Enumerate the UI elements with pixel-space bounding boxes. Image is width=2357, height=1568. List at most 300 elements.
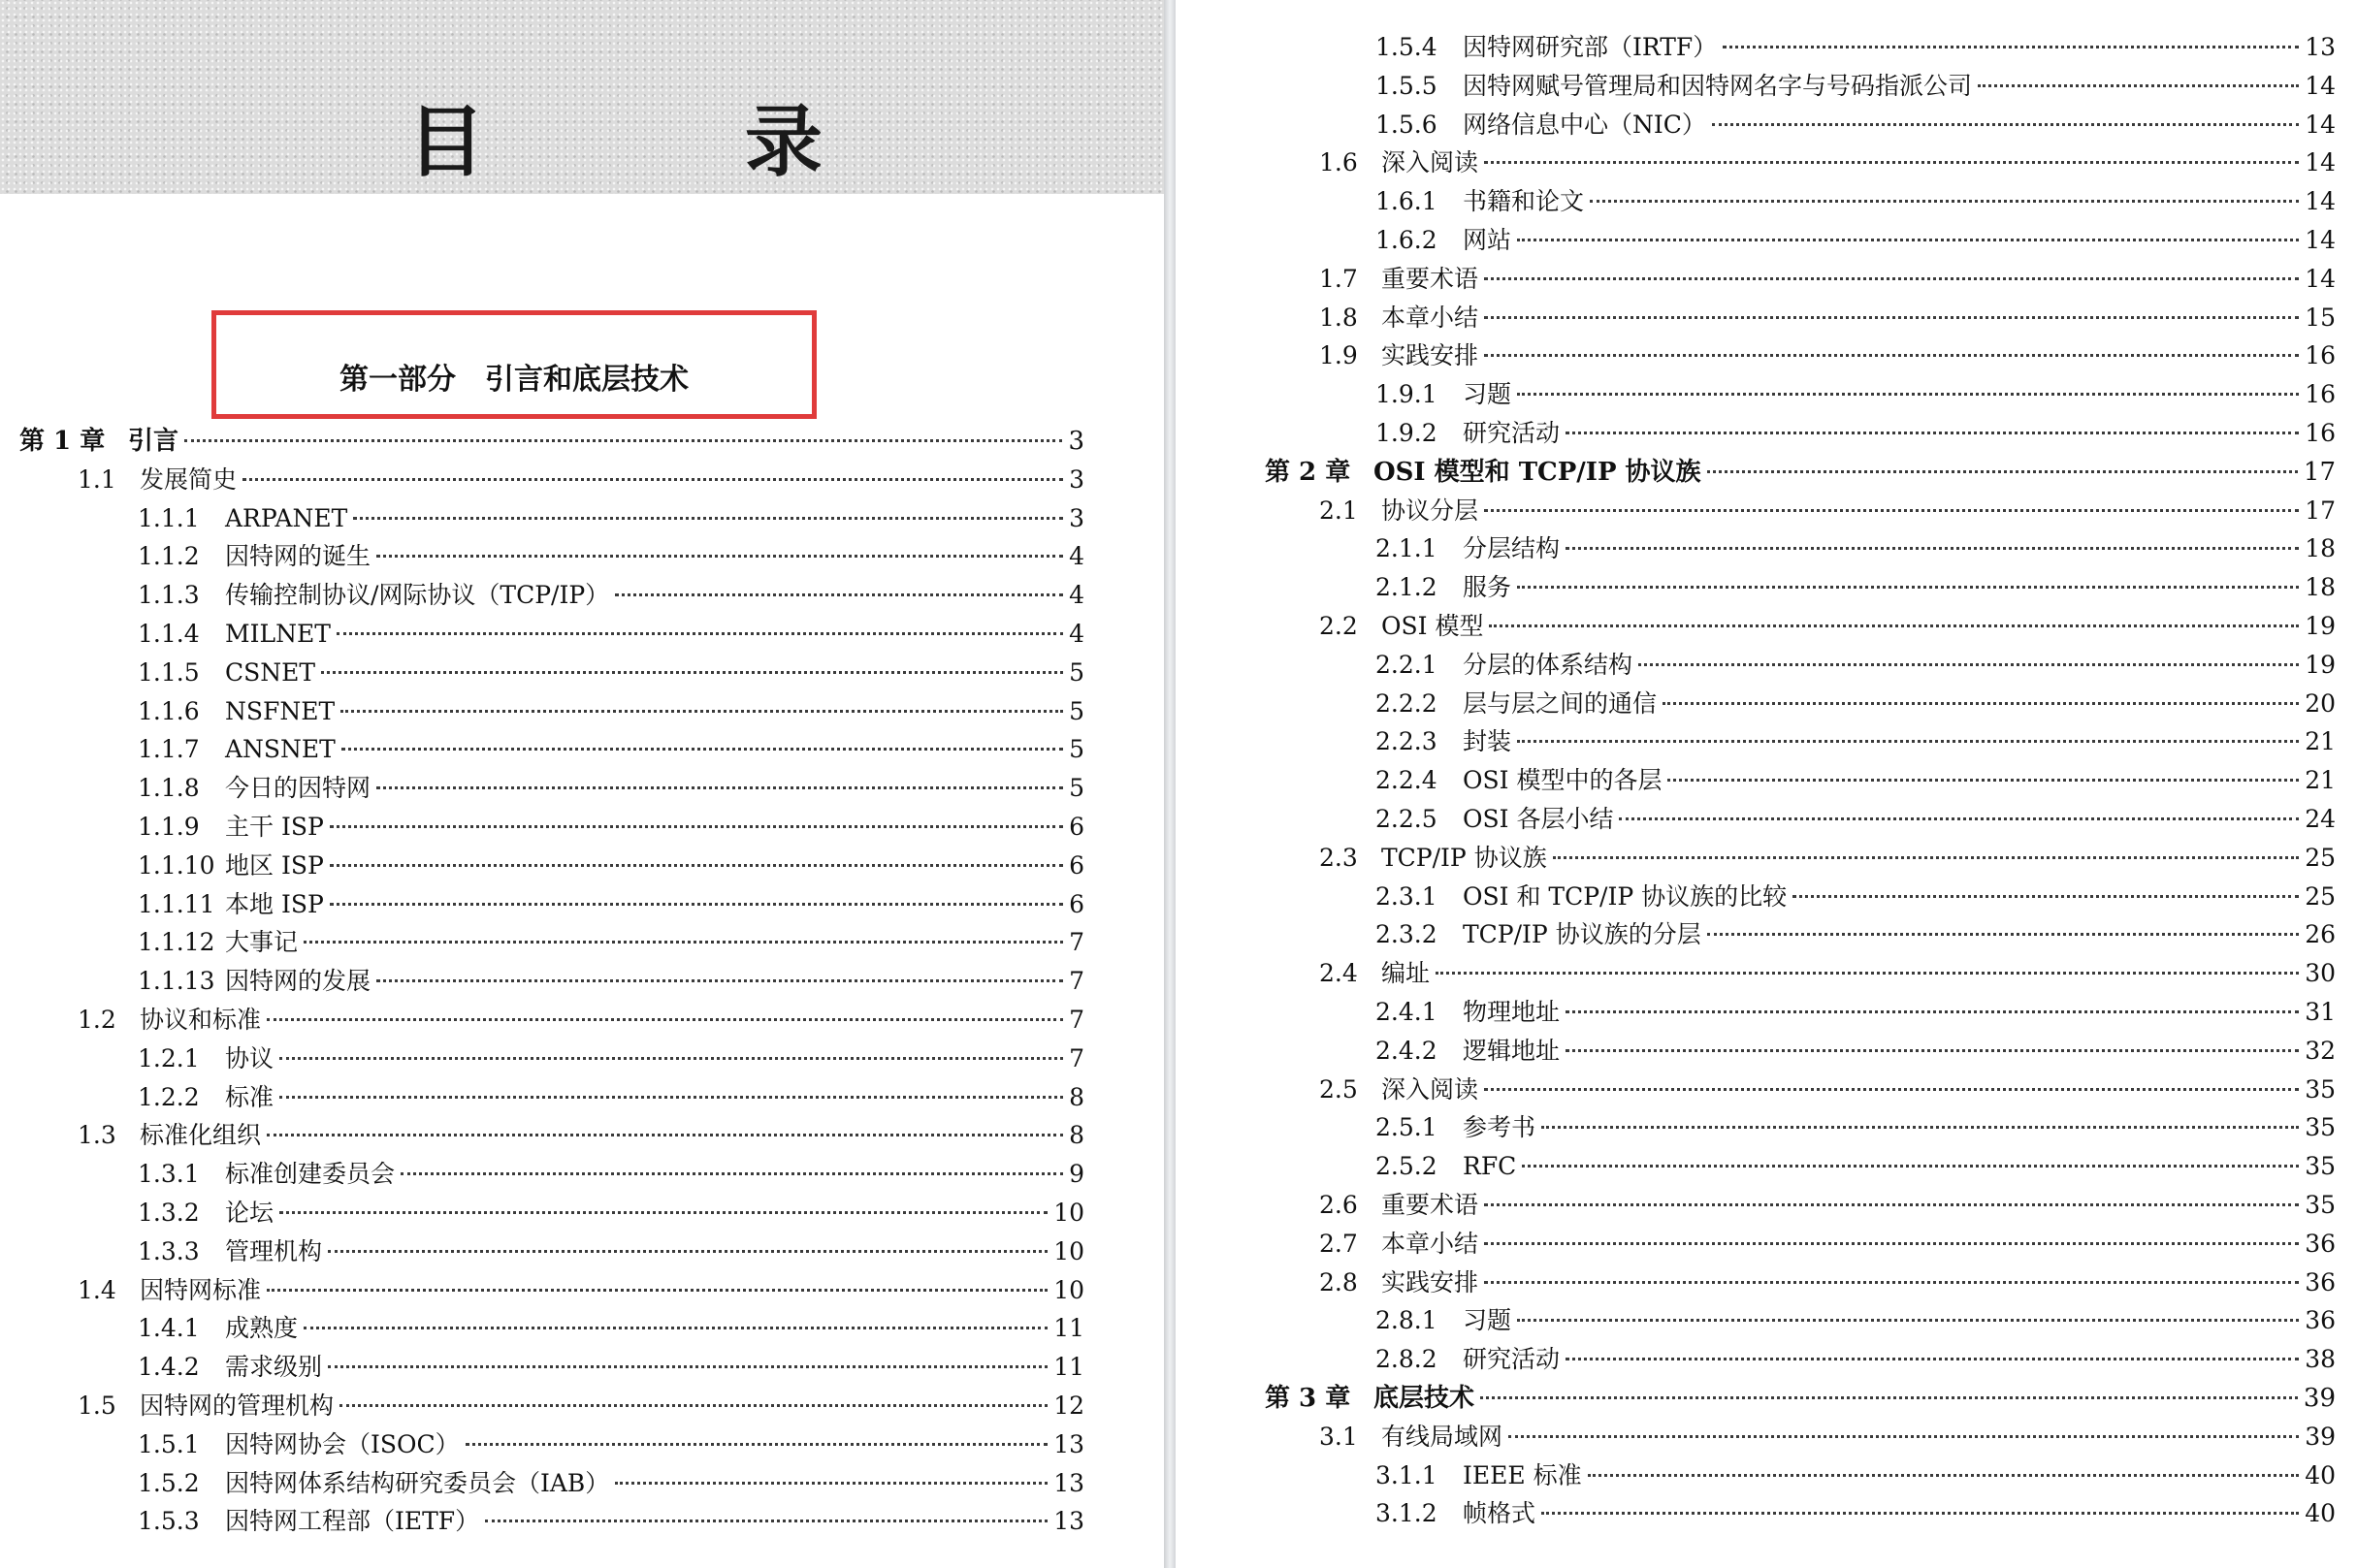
toc-title-text: 有线局域网 <box>1381 1422 1503 1451</box>
toc-number: 第 2 章 <box>1265 457 1351 487</box>
dot-leader <box>1517 740 2299 743</box>
dot-leader <box>279 1096 1063 1099</box>
dot-leader <box>1566 1358 2299 1360</box>
toc-page-number: 21 <box>2305 766 2336 795</box>
toc-entry <box>1375 1111 2336 1144</box>
toc-entry <box>1319 339 2336 372</box>
toc-entry <box>1319 1266 2336 1299</box>
toc-title-text: 因特网标准 <box>140 1275 262 1304</box>
toc-number: 2.8 <box>1319 1267 1358 1296</box>
dot-leader <box>304 941 1063 944</box>
toc-page-number: 19 <box>2305 650 2336 679</box>
dot-leader <box>1553 856 2299 859</box>
toc-page-number: 36 <box>2305 1229 2336 1258</box>
toc-title-text: IEEE 标准 <box>1463 1460 1582 1489</box>
toc-title-text: 参考书 <box>1463 1113 1536 1142</box>
toc-number: 2.7 <box>1319 1229 1358 1258</box>
toc-entry <box>1375 764 2336 797</box>
toc-title-text: 大事记 <box>225 928 299 957</box>
toc-number: 2.4 <box>1319 959 1358 988</box>
toc-page-number: 19 <box>2305 612 2336 640</box>
toc-page-number: 14 <box>2305 264 2336 293</box>
toc-number: 2.5.1 <box>1375 1113 1437 1142</box>
toc-entry <box>138 926 1084 959</box>
toc-entry <box>78 1274 1084 1307</box>
toc-number: 2.2.2 <box>1375 688 1437 718</box>
toc-number: 1.7 <box>1319 264 1358 293</box>
toc-page-number: 18 <box>2305 573 2336 602</box>
toc-page-number: 40 <box>2305 1499 2336 1528</box>
toc-entry <box>1319 263 2336 296</box>
toc-number: 1.9 <box>1319 341 1358 370</box>
toc-number: 2.8.1 <box>1375 1306 1437 1335</box>
toc-title-text: 分层结构 <box>1463 534 1561 563</box>
dot-leader <box>1588 1474 2300 1477</box>
toc-page-number: 17 <box>2305 496 2336 525</box>
toc-title-text: 重要术语 <box>1381 264 1479 293</box>
toc-entry <box>1375 571 2336 604</box>
toc-number: 2.2.5 <box>1375 805 1437 833</box>
toc-page-number: 17 <box>2303 457 2336 487</box>
toc-entry <box>1319 1228 2336 1261</box>
toc-entry <box>138 1467 1084 1500</box>
toc-entry <box>138 618 1084 651</box>
dot-leader <box>1484 161 2299 164</box>
toc-number: 1.1.4 <box>138 620 200 648</box>
toc-page-number: 38 <box>2305 1345 2336 1374</box>
toc-entry <box>1375 1497 2336 1530</box>
toc-title-text: 网站 <box>1463 226 1512 254</box>
toc-chapter <box>19 425 1084 458</box>
toc-page-number: 13 <box>2305 33 2336 61</box>
toc-page-number: 16 <box>2305 341 2336 370</box>
toc-title-text: 因特网研究部（IRTF） <box>1463 33 1718 61</box>
toc-title-text: OSI 模型 <box>1381 612 1484 640</box>
toc-page-number: 25 <box>2305 881 2336 911</box>
dot-leader <box>1723 46 2299 48</box>
dot-leader <box>1619 817 2299 820</box>
toc-page-number: 8 <box>1069 1121 1084 1150</box>
toc-number: 1.3.1 <box>138 1160 200 1189</box>
dot-leader <box>466 1443 1049 1446</box>
toc-title-text: 习题 <box>1463 1306 1512 1335</box>
toc-title-text: 本章小结 <box>1381 303 1479 332</box>
toc-number: 1.1.1 <box>138 503 200 532</box>
toc-entry <box>138 1197 1084 1230</box>
toc-number: 1.5.4 <box>1375 33 1437 61</box>
dot-leader <box>1484 1088 2299 1091</box>
dot-leader <box>242 478 1063 481</box>
toc-title-text: 分层的体系结构 <box>1463 650 1633 679</box>
dot-leader <box>328 1365 1048 1368</box>
toc-number: 2.3 <box>1319 843 1358 872</box>
toc-title-text: 实践安排 <box>1381 341 1479 370</box>
toc-title-text: 研究活动 <box>1463 1345 1561 1374</box>
dot-leader <box>1541 1126 2299 1129</box>
toc-entry <box>1375 70 2336 103</box>
dot-leader <box>1566 1010 2299 1013</box>
toc-page-number: 4 <box>1069 620 1084 648</box>
toc-number: 2.1.1 <box>1375 534 1437 563</box>
toc-number: 1.1.5 <box>138 657 200 687</box>
toc-number: 第 3 章 <box>1265 1384 1351 1413</box>
toc-page-number: 30 <box>2305 959 2336 988</box>
toc-entry <box>1375 918 2336 951</box>
toc-title-text: 底层技术 <box>1373 1384 1475 1413</box>
toc-page-number: 3 <box>1069 464 1084 494</box>
toc-title-text: NSFNET <box>225 696 336 725</box>
toc-title-text: OSI 和 TCP/IP 协议族的比较 <box>1463 881 1788 911</box>
toc-entry <box>1375 185 2336 218</box>
toc-title-text: MILNET <box>225 620 331 648</box>
toc-entry <box>138 888 1084 921</box>
toc-number: 1.2.2 <box>138 1082 200 1111</box>
dot-leader <box>267 1018 1063 1021</box>
dot-leader <box>1489 624 2299 627</box>
toc-page-number: 5 <box>1069 774 1084 803</box>
toc-page-number: 39 <box>2305 1422 2336 1451</box>
toc-entry <box>78 1390 1084 1423</box>
toc-number: 3.1.1 <box>1375 1460 1437 1489</box>
toc-number: 1.3.2 <box>138 1199 200 1227</box>
toc-entry <box>138 733 1084 766</box>
toc-number: 1.8 <box>1319 303 1358 332</box>
toc-entry <box>1375 649 2336 682</box>
toc-title-text: 今日的因特网 <box>225 774 371 803</box>
dot-leader <box>376 786 1063 789</box>
toc-page-number: 5 <box>1069 735 1084 764</box>
toc-title-text: 因特网的管理机构 <box>140 1392 335 1420</box>
toc-entry <box>1375 532 2336 565</box>
dot-leader <box>267 1289 1048 1292</box>
toc-number: 1.3 <box>78 1121 116 1150</box>
toc-entry <box>1319 957 2336 990</box>
toc-number: 1.1.11 <box>138 889 215 918</box>
toc-page-number: 14 <box>2305 148 2336 177</box>
toc-chapter <box>1265 1382 2336 1415</box>
dot-leader <box>304 1327 1048 1329</box>
dot-leader <box>1484 1242 2299 1245</box>
toc-number: 2.6 <box>1319 1191 1358 1219</box>
toc-page-number: 35 <box>2305 1113 2336 1142</box>
dot-leader <box>341 748 1063 751</box>
toc-title: 目 录 <box>407 97 939 187</box>
toc-title-text: OSI 模型中的各层 <box>1463 766 1663 795</box>
toc-title-text: 网络信息中心（NIC） <box>1463 110 1706 139</box>
toc-title-text: 本地 ISP <box>225 889 324 918</box>
dot-leader <box>1707 470 2298 473</box>
dot-leader <box>1566 432 2299 434</box>
toc-number: 1.1.10 <box>138 850 215 880</box>
toc-number: 1.2.1 <box>138 1043 200 1072</box>
dot-leader <box>353 517 1063 520</box>
toc-page-number: 18 <box>2305 534 2336 563</box>
toc-page-number: 16 <box>2305 419 2336 447</box>
toc-title-text: 习题 <box>1463 380 1512 409</box>
dot-leader <box>330 903 1063 906</box>
page-gutter <box>1164 0 1176 1568</box>
toc-entry <box>138 965 1084 998</box>
toc-title-text: ARPANET <box>225 503 348 532</box>
toc-entry <box>138 1042 1084 1075</box>
toc-entry <box>1319 1073 2336 1106</box>
toc-number: 1.6.2 <box>1375 226 1437 254</box>
dot-leader <box>1480 1396 2298 1399</box>
toc-page-number: 11 <box>1053 1314 1084 1343</box>
toc-title-text: 因特网协会（ISOC） <box>225 1429 460 1458</box>
toc-number: 1.5.1 <box>138 1429 200 1458</box>
toc-entry <box>1375 1035 2336 1068</box>
toc-page-number: 35 <box>2305 1152 2336 1181</box>
toc-page-number: 7 <box>1069 967 1084 996</box>
toc-page-number: 6 <box>1069 889 1084 918</box>
dot-leader <box>401 1172 1063 1175</box>
toc-title-text: 标准创建委员会 <box>225 1160 396 1189</box>
toc-page-number: 7 <box>1069 1006 1084 1034</box>
toc-number: 1.3.3 <box>138 1236 200 1265</box>
toc-page-number: 35 <box>2305 1074 2336 1104</box>
toc-title-text: 主干 ISP <box>225 813 324 841</box>
toc-number: 1.4.2 <box>138 1353 200 1382</box>
toc-number: 1.5.5 <box>1375 71 1437 100</box>
toc-number: 1.5.6 <box>1375 110 1437 139</box>
toc-entry <box>1319 302 2336 335</box>
toc-entry <box>138 1081 1084 1114</box>
toc-entry <box>1375 31 2336 64</box>
toc-page-number: 36 <box>2305 1267 2336 1296</box>
toc-number: 1.9.1 <box>1375 380 1437 409</box>
dot-leader <box>1517 586 2299 589</box>
toc-page-number: 3 <box>1068 427 1084 456</box>
toc-title-text: 本章小结 <box>1381 1229 1479 1258</box>
toc-page-number: 7 <box>1069 1043 1084 1072</box>
toc-page-number: 35 <box>2305 1191 2336 1219</box>
toc-number: 1.1.2 <box>138 542 200 571</box>
dot-leader <box>1436 972 2299 975</box>
toc-title-text: 深入阅读 <box>1381 148 1479 177</box>
toc-title-text: 因特网的发展 <box>225 967 371 996</box>
toc-entry <box>1375 725 2336 758</box>
toc-entry <box>138 656 1084 689</box>
toc-entry <box>1319 1189 2336 1222</box>
toc-number: 1.1.12 <box>138 928 215 957</box>
toc-number: 2.1 <box>1319 496 1358 525</box>
dot-leader <box>1484 509 2299 512</box>
toc-entry <box>1375 109 2336 142</box>
toc-entry <box>1375 880 2336 913</box>
toc-entry <box>1375 417 2336 450</box>
dot-leader <box>376 979 1063 982</box>
dot-leader <box>615 593 1063 596</box>
toc-page-number: 10 <box>1053 1275 1084 1304</box>
toc-entry <box>1375 996 2336 1029</box>
toc-title-text: 标准 <box>225 1082 274 1111</box>
toc-number: 1.1.3 <box>138 581 200 610</box>
dot-leader <box>1484 1281 2299 1284</box>
toc-title-text: 引言 <box>128 427 179 456</box>
toc-number: 2.8.2 <box>1375 1345 1437 1374</box>
dot-leader <box>279 1211 1048 1214</box>
toc-number: 1.2 <box>78 1006 116 1034</box>
dot-leader <box>1517 393 2299 396</box>
toc-number: 2.2 <box>1319 612 1358 640</box>
toc-title-text: 因特网体系结构研究委员会（IAB） <box>225 1468 610 1497</box>
toc-page-number: 24 <box>2305 805 2336 833</box>
dot-leader <box>321 671 1063 674</box>
toc-entry <box>138 811 1084 844</box>
toc-entry <box>138 1312 1084 1345</box>
toc-title-text: 论坛 <box>225 1199 274 1227</box>
toc-entry <box>1375 378 2336 411</box>
toc-title-text: ANSNET <box>225 735 336 764</box>
dot-leader <box>1517 1319 2299 1322</box>
dot-leader <box>1566 1049 2299 1052</box>
toc-title-text: 协议 <box>225 1043 274 1072</box>
toc-page-number: 16 <box>2305 380 2336 409</box>
toc-page-number: 12 <box>1053 1392 1084 1420</box>
dot-leader <box>1638 663 2299 666</box>
toc-number: 2.4.1 <box>1375 998 1437 1026</box>
toc-entry <box>138 1158 1084 1191</box>
toc-entry <box>78 1119 1084 1152</box>
toc-title-text: 服务 <box>1463 573 1512 602</box>
toc-title-text: 逻辑地址 <box>1463 1036 1561 1065</box>
toc-page-number: 9 <box>1069 1160 1084 1189</box>
dot-leader <box>1484 277 2299 280</box>
toc-entry <box>1375 1304 2336 1337</box>
dot-leader <box>1978 84 2299 87</box>
toc-entry <box>138 772 1084 805</box>
dot-leader <box>1484 354 2299 357</box>
toc-page-number: 11 <box>1053 1353 1084 1382</box>
left-page <box>0 0 1164 1568</box>
toc-page-number: 31 <box>2305 998 2336 1026</box>
toc-number: 3.1 <box>1319 1422 1358 1451</box>
toc-title-text: OSI 模型和 TCP/IP 协议族 <box>1373 457 1701 487</box>
toc-entry <box>1319 842 2336 875</box>
toc-title-text: 因特网赋号管理局和因特网名字与号码指派公司 <box>1463 71 1973 100</box>
toc-page-number: 13 <box>1053 1507 1084 1536</box>
dot-leader <box>1484 1203 2299 1206</box>
toc-page-number: 5 <box>1069 696 1084 725</box>
toc-page-number: 14 <box>2305 71 2336 100</box>
dot-leader <box>267 1134 1063 1136</box>
toc-number: 2.2.1 <box>1375 650 1437 679</box>
toc-entry <box>1375 224 2336 257</box>
right-page <box>1176 0 2357 1568</box>
part-heading: 第一部分 引言和底层技术 <box>339 363 689 397</box>
dot-leader <box>1667 779 2299 782</box>
dot-leader <box>337 632 1063 635</box>
toc-entry <box>78 1004 1084 1037</box>
toc-page-number: 40 <box>2305 1460 2336 1489</box>
toc-title-text: OSI 各层小结 <box>1463 805 1614 833</box>
toc-page-number: 3 <box>1069 503 1084 532</box>
dot-leader <box>376 555 1063 558</box>
toc-number: 1.1.6 <box>138 696 200 725</box>
toc-number: 2.3.1 <box>1375 881 1437 911</box>
toc-entry <box>138 849 1084 882</box>
toc-entry <box>1319 1421 2336 1454</box>
toc-page-number: 8 <box>1069 1082 1084 1111</box>
toc-title-text: 管理机构 <box>225 1236 323 1265</box>
toc-title-text: TCP/IP 协议族 <box>1381 843 1547 872</box>
toc-entry <box>138 579 1084 612</box>
toc-entry <box>138 1428 1084 1461</box>
toc-entry <box>1375 1150 2336 1183</box>
toc-title-text: 协议分层 <box>1381 496 1479 525</box>
toc-entry <box>1375 1343 2336 1376</box>
toc-page-number: 4 <box>1069 542 1084 571</box>
dot-leader <box>615 1482 1048 1485</box>
toc-page-number: 20 <box>2305 688 2336 718</box>
dot-leader <box>1707 933 2299 936</box>
toc-page-number: 5 <box>1069 657 1084 687</box>
toc-entry <box>1319 495 2336 528</box>
toc-page-number: 6 <box>1069 813 1084 841</box>
toc-title-text: 帧格式 <box>1463 1499 1536 1528</box>
dot-leader <box>1792 895 2299 898</box>
dot-leader <box>1517 239 2299 241</box>
toc-entry <box>138 540 1084 573</box>
toc-number: 1.1 <box>78 464 116 494</box>
toc-page-number: 10 <box>1053 1236 1084 1265</box>
toc-entry <box>1375 1459 2336 1492</box>
dot-leader <box>1712 123 2299 126</box>
toc-number: 2.4.2 <box>1375 1036 1437 1065</box>
toc-title-text: 深入阅读 <box>1381 1074 1479 1104</box>
toc-number: 1.1.7 <box>138 735 200 764</box>
toc-number: 1.4.1 <box>138 1314 200 1343</box>
toc-number: 1.5.3 <box>138 1507 200 1536</box>
toc-page-number: 25 <box>2305 843 2336 872</box>
dot-leader <box>339 1404 1048 1407</box>
dot-leader <box>1541 1512 2299 1515</box>
toc-number: 2.2.3 <box>1375 727 1437 756</box>
dot-leader <box>485 1520 1048 1522</box>
toc-entry <box>138 502 1084 535</box>
toc-title-text: 编址 <box>1381 959 1431 988</box>
toc-title-text: 需求级别 <box>225 1353 323 1382</box>
toc-page-number: 36 <box>2305 1306 2336 1335</box>
toc-title-text: CSNET <box>225 657 316 687</box>
toc-number: 1.5.2 <box>138 1468 200 1497</box>
dot-leader <box>1508 1435 2299 1438</box>
toc-page-number: 14 <box>2305 187 2336 216</box>
toc-entry <box>138 1505 1084 1538</box>
toc-number: 2.3.2 <box>1375 920 1437 949</box>
toc-page-number: 13 <box>1053 1468 1084 1497</box>
toc-page-number: 6 <box>1069 850 1084 880</box>
toc-entry <box>1375 803 2336 836</box>
toc-number: 1.5 <box>78 1392 116 1420</box>
toc-title-text: 因特网的诞生 <box>225 542 371 571</box>
toc-number: 2.5.2 <box>1375 1152 1437 1181</box>
toc-number: 1.6.1 <box>1375 187 1437 216</box>
toc-title-text: RFC <box>1463 1152 1517 1181</box>
toc-title-text: 层与层之间的通信 <box>1463 688 1658 718</box>
dot-leader <box>330 825 1063 828</box>
toc-page-number: 14 <box>2305 226 2336 254</box>
toc-entry <box>1319 146 2336 179</box>
toc-number: 1.1.13 <box>138 967 215 996</box>
dot-leader <box>1590 200 2299 203</box>
toc-title-text: 因特网工程部（IETF） <box>225 1507 480 1536</box>
toc-number: 3.1.2 <box>1375 1499 1437 1528</box>
dot-leader <box>1566 547 2299 550</box>
toc-page-number: 4 <box>1069 581 1084 610</box>
toc-number: 1.4 <box>78 1275 116 1304</box>
